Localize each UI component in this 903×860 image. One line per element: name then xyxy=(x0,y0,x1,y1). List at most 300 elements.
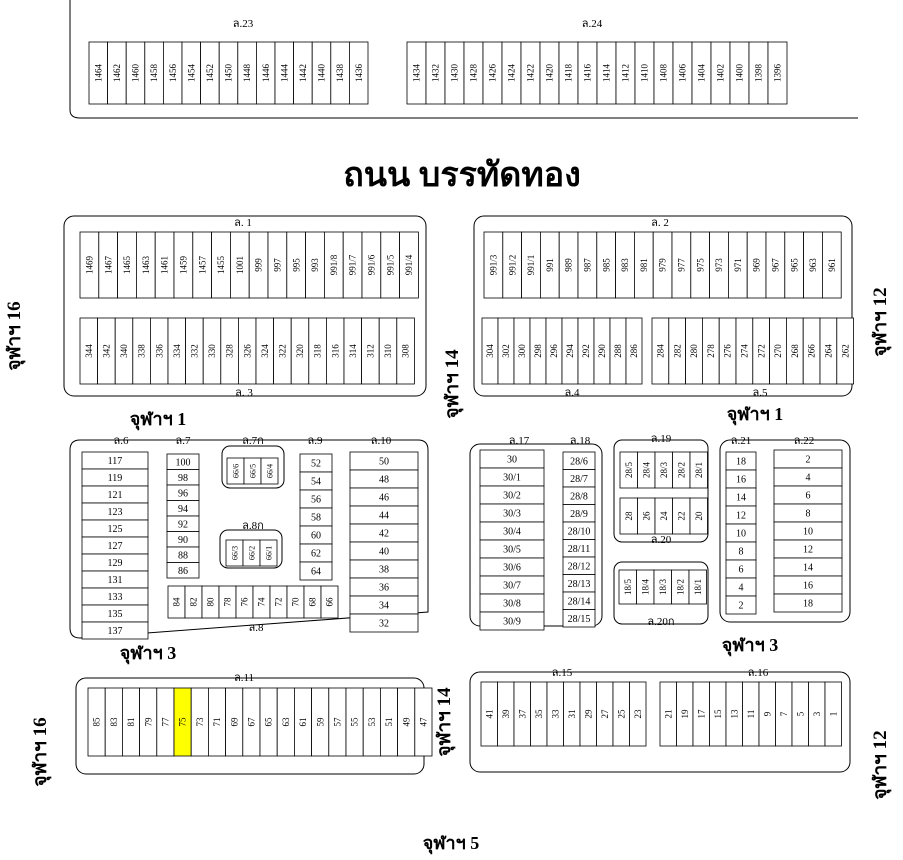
lot-l8-1[interactable] xyxy=(185,586,202,618)
lot-l9-0[interactable] xyxy=(300,454,332,472)
lot-l20k-4[interactable] xyxy=(689,570,707,604)
lot-l11-18[interactable] xyxy=(398,688,415,756)
lot-l19-0[interactable] xyxy=(620,452,638,488)
lot-b1_bottom-16[interactable] xyxy=(362,318,380,384)
lot-b1_top-4[interactable] xyxy=(155,232,174,298)
lot-b1_top-8[interactable] xyxy=(230,232,249,298)
road-j3-right-label: จุฬาฯ 3 xyxy=(721,635,779,655)
lot-number: 971 xyxy=(732,258,743,272)
lot-top_right-3[interactable] xyxy=(464,42,483,104)
lot-l11-2[interactable] xyxy=(122,688,139,756)
lot-b2_br-5[interactable] xyxy=(736,318,753,384)
lot-l17-9[interactable] xyxy=(480,612,544,630)
lot-l18-1[interactable] xyxy=(563,470,595,488)
lot-l7k-0[interactable] xyxy=(227,458,244,484)
lot-l21-7[interactable] xyxy=(726,578,756,596)
lot-l8-7[interactable] xyxy=(287,586,304,618)
lot-l6-5[interactable] xyxy=(82,537,148,554)
lot-b1_top-6[interactable] xyxy=(193,232,212,298)
lot-l11-17[interactable] xyxy=(380,688,397,756)
lot-b2_top-4[interactable] xyxy=(559,232,578,298)
lot-top_left-13[interactable] xyxy=(331,42,350,104)
lot-l20-1[interactable] xyxy=(638,498,656,534)
lot-top_left-0[interactable] xyxy=(89,42,108,104)
lot-l16-2[interactable] xyxy=(693,682,710,746)
lot-b2_br-10[interactable] xyxy=(820,318,837,384)
lot-b1_bottom-15[interactable] xyxy=(344,318,362,384)
lot-b1_bottom-11[interactable] xyxy=(274,318,292,384)
lot-l7-7[interactable] xyxy=(167,563,199,579)
lot-b1_top-15[interactable] xyxy=(362,232,381,298)
lot-number: 995 xyxy=(291,258,302,272)
lot-l18-6[interactable] xyxy=(563,557,595,575)
lot-top_right-7[interactable] xyxy=(540,42,559,104)
lot-l10-8[interactable] xyxy=(350,596,418,614)
lot-l17-7[interactable] xyxy=(480,576,544,594)
lot-l10-4[interactable] xyxy=(350,524,418,542)
lot-l6-2[interactable] xyxy=(82,486,148,503)
lot-number: 17 xyxy=(696,709,707,719)
lot-number: 294 xyxy=(565,344,576,358)
lot-l11-6[interactable] xyxy=(191,688,208,756)
lot-number: 51 xyxy=(384,717,395,727)
lot-l11-9[interactable] xyxy=(243,688,260,756)
lot-number: 340 xyxy=(119,344,130,358)
lot-l11-15[interactable] xyxy=(346,688,363,756)
lot-l8-3[interactable] xyxy=(219,586,236,618)
lot-l8k-1[interactable] xyxy=(243,540,260,566)
lot-number: 28/9 xyxy=(570,508,588,520)
lot-b2_top-14[interactable] xyxy=(747,232,766,298)
lot-l20-0[interactable] xyxy=(620,498,638,534)
lot-top_left-1[interactable] xyxy=(108,42,127,104)
lot-b1_bottom-8[interactable] xyxy=(221,318,239,384)
lot-l17-8[interactable] xyxy=(480,594,544,612)
lot-number: 37 xyxy=(517,709,528,719)
lot-b2_br-6[interactable] xyxy=(753,318,770,384)
lot-l6-9[interactable] xyxy=(82,605,148,622)
lot-l7-4[interactable] xyxy=(167,516,199,532)
lot-b2_bl-4[interactable] xyxy=(546,318,562,384)
lot-b2_top-1[interactable] xyxy=(503,232,522,298)
lot-top_right-17[interactable] xyxy=(730,42,749,104)
lot-l18-2[interactable] xyxy=(563,487,595,505)
lot-l11-14[interactable] xyxy=(329,688,346,756)
lot-l11-11[interactable] xyxy=(277,688,294,756)
lot-number: 53 xyxy=(366,717,377,727)
lot-l9-2[interactable] xyxy=(300,490,332,508)
lot-l17-3[interactable] xyxy=(480,504,544,522)
lot-number: 63 xyxy=(280,717,291,727)
lot-l15-1[interactable] xyxy=(498,682,515,746)
lot-top_right-5[interactable] xyxy=(502,42,521,104)
lot-b2_top-6[interactable] xyxy=(597,232,616,298)
lot-top_right-13[interactable] xyxy=(654,42,673,104)
lot-top_right-10[interactable] xyxy=(597,42,616,104)
lot-b1_top-3[interactable] xyxy=(136,232,155,298)
lot-top_left-14[interactable] xyxy=(349,42,368,104)
lot-b1_top-16[interactable] xyxy=(381,232,400,298)
lot-l22-3[interactable] xyxy=(774,504,842,522)
lot-l15-4[interactable] xyxy=(547,682,564,746)
lot-number: 55 xyxy=(349,717,360,727)
lot-l11-8[interactable] xyxy=(226,688,243,756)
lot-number: 28/2 xyxy=(676,461,687,479)
lot-b1_bottom-13[interactable] xyxy=(309,318,327,384)
lot-l18-5[interactable] xyxy=(563,540,595,558)
lot-b2_br-1[interactable] xyxy=(669,318,686,384)
lot-l18-8[interactable] xyxy=(563,592,595,610)
lot-top_left-2[interactable] xyxy=(126,42,145,104)
lot-top_left-9[interactable] xyxy=(256,42,275,104)
lot-l6-6[interactable] xyxy=(82,554,148,571)
lot-b1_top-7[interactable] xyxy=(212,232,231,298)
lot-b2_top-16[interactable] xyxy=(785,232,804,298)
lot-l8k-2[interactable] xyxy=(260,540,277,566)
lot-l15-6[interactable] xyxy=(580,682,597,746)
lot-l17-1[interactable] xyxy=(480,468,544,486)
lot-top_left-10[interactable] xyxy=(275,42,294,104)
lot-number: 54 xyxy=(311,476,321,488)
lot-b2_br-2[interactable] xyxy=(686,318,703,384)
lot-top_right-8[interactable] xyxy=(559,42,578,104)
lot-l16-4[interactable] xyxy=(726,682,743,746)
lot-b1_top-17[interactable] xyxy=(400,232,419,298)
lot-l8-0[interactable] xyxy=(168,586,185,618)
lot-l22-0[interactable] xyxy=(774,450,842,468)
lot-number: 963 xyxy=(808,258,819,272)
lot-l18-0[interactable] xyxy=(563,452,595,470)
lot-l21-5[interactable] xyxy=(726,542,756,560)
lot-b2_bl-1[interactable] xyxy=(498,318,514,384)
lot-b1_bottom-18[interactable] xyxy=(397,318,415,384)
lot-l9-6[interactable] xyxy=(300,562,332,580)
lot-l11-5[interactable] xyxy=(174,688,191,756)
lot-l21-6[interactable] xyxy=(726,560,756,578)
lot-l17-6[interactable] xyxy=(480,558,544,576)
lot-top_right-14[interactable] xyxy=(673,42,692,104)
lot-b2_bl-2[interactable] xyxy=(514,318,530,384)
lot-b2_top-3[interactable] xyxy=(540,232,559,298)
lot-l11-12[interactable] xyxy=(294,688,311,756)
lot-number: 1 xyxy=(828,711,839,717)
lot-l8-2[interactable] xyxy=(202,586,219,618)
lot-l7-0[interactable] xyxy=(167,454,199,470)
lot-b2_top-9[interactable] xyxy=(653,232,672,298)
lot-l16-9[interactable] xyxy=(809,682,826,746)
lot-l20k-1[interactable] xyxy=(637,570,655,604)
lot-l15-0[interactable] xyxy=(481,682,498,746)
lot-b2_top-11[interactable] xyxy=(691,232,710,298)
lot-b2_top-15[interactable] xyxy=(766,232,785,298)
lot-top_left-4[interactable] xyxy=(163,42,182,104)
lot-top_left-7[interactable] xyxy=(219,42,238,104)
lot-l8-4[interactable] xyxy=(236,586,253,618)
lot-l16-3[interactable] xyxy=(710,682,727,746)
lot-l22-7[interactable] xyxy=(774,576,842,594)
lot-top_right-0[interactable] xyxy=(407,42,426,104)
lot-l11-0[interactable] xyxy=(88,688,105,756)
lot-number: 81 xyxy=(126,717,137,727)
lot-l19-4[interactable] xyxy=(690,452,708,488)
lot-b2_br-3[interactable] xyxy=(702,318,719,384)
lot-l11-16[interactable] xyxy=(363,688,380,756)
lot-b1_bottom-2[interactable] xyxy=(115,318,133,384)
lot-l18-7[interactable] xyxy=(563,575,595,593)
lot-l16-5[interactable] xyxy=(743,682,760,746)
lot-l7-5[interactable] xyxy=(167,532,199,548)
lot-top_right-19[interactable] xyxy=(768,42,787,104)
lot-b2_bl-6[interactable] xyxy=(578,318,594,384)
lot-b2_bl-3[interactable] xyxy=(530,318,546,384)
lot-number: 64 xyxy=(311,566,321,578)
lot-b1_bottom-9[interactable] xyxy=(238,318,256,384)
lot-b1_top-12[interactable] xyxy=(306,232,325,298)
lot-number: 27 xyxy=(599,709,610,719)
lot-l9-4[interactable] xyxy=(300,526,332,544)
lot-l15-5[interactable] xyxy=(564,682,581,746)
lot-top_left-5[interactable] xyxy=(182,42,201,104)
lot-l18-9[interactable] xyxy=(563,610,595,628)
lot-b2_bl-5[interactable] xyxy=(562,318,578,384)
lot-l22-8[interactable] xyxy=(774,594,842,612)
lot-b1_top-2[interactable] xyxy=(118,232,137,298)
lot-b1_bottom-10[interactable] xyxy=(256,318,274,384)
lot-top_right-16[interactable] xyxy=(711,42,730,104)
lot-l17-5[interactable] xyxy=(480,540,544,558)
lot-b1_bottom-4[interactable] xyxy=(150,318,168,384)
lot-l21-8[interactable] xyxy=(726,596,756,614)
lot-number: 67 xyxy=(246,717,257,727)
lot-top_right-2[interactable] xyxy=(445,42,464,104)
lot-l10-5[interactable] xyxy=(350,542,418,560)
lot-b2_br-0[interactable] xyxy=(652,318,669,384)
lot-l6-1[interactable] xyxy=(82,469,148,486)
lot-l6-3[interactable] xyxy=(82,503,148,520)
lot-l16-1[interactable] xyxy=(677,682,694,746)
lot-l7k-1[interactable] xyxy=(244,458,261,484)
alley-20k-label: ล.20ก xyxy=(647,616,675,628)
lot-l21-4[interactable] xyxy=(726,524,756,542)
lot-number: 40 xyxy=(379,546,389,558)
lot-b1_bottom-1[interactable] xyxy=(98,318,116,384)
lot-l15-2[interactable] xyxy=(514,682,531,746)
lot-number: 991/1 xyxy=(526,254,537,276)
lot-b1_top-1[interactable] xyxy=(99,232,118,298)
lot-number: 2 xyxy=(738,600,744,612)
lot-b2_bl-0[interactable] xyxy=(482,318,498,384)
lot-l10-7[interactable] xyxy=(350,578,418,596)
lot-b2_top-10[interactable] xyxy=(672,232,691,298)
lot-b1_top-10[interactable] xyxy=(268,232,287,298)
lot-l8-8[interactable] xyxy=(304,586,321,618)
lot-number: 66/6 xyxy=(231,463,241,479)
lot-top_right-18[interactable] xyxy=(749,42,768,104)
lot-l22-6[interactable] xyxy=(774,558,842,576)
lot-b1_top-11[interactable] xyxy=(287,232,306,298)
lot-l20k-3[interactable] xyxy=(672,570,690,604)
lot-l19-1[interactable] xyxy=(638,452,656,488)
lot-b1_bottom-14[interactable] xyxy=(326,318,344,384)
lot-l11-19[interactable] xyxy=(415,688,432,756)
lot-l8-5[interactable] xyxy=(253,586,270,618)
lot-number: 71 xyxy=(212,717,223,727)
lot-b2_top-13[interactable] xyxy=(728,232,747,298)
lot-top_left-11[interactable] xyxy=(294,42,313,104)
lot-l11-7[interactable] xyxy=(208,688,225,756)
lot-top_left-8[interactable] xyxy=(238,42,257,104)
lot-l6-8[interactable] xyxy=(82,588,148,605)
lot-l11-4[interactable] xyxy=(157,688,174,756)
lot-b2_br-7[interactable] xyxy=(770,318,787,384)
lot-l16-10[interactable] xyxy=(825,682,842,746)
lot-top_right-4[interactable] xyxy=(483,42,502,104)
lot-l16-0[interactable] xyxy=(660,682,677,746)
lot-l17-2[interactable] xyxy=(480,486,544,504)
lot-l9-3[interactable] xyxy=(300,508,332,526)
lot-b1_bottom-6[interactable] xyxy=(186,318,204,384)
lot-b1_top-0[interactable] xyxy=(80,232,99,298)
lot-l20-2[interactable] xyxy=(655,498,673,534)
lot-top_right-9[interactable] xyxy=(578,42,597,104)
lot-top_left-6[interactable] xyxy=(201,42,220,104)
lot-number: 18/2 xyxy=(675,578,686,596)
lot-l11-3[interactable] xyxy=(140,688,157,756)
lot-b1_bottom-5[interactable] xyxy=(168,318,186,384)
lot-b2_top-7[interactable] xyxy=(616,232,635,298)
lot-number: 86 xyxy=(178,565,188,577)
lot-b2_top-2[interactable] xyxy=(522,232,541,298)
lot-b1_top-5[interactable] xyxy=(174,232,193,298)
lot-l22-5[interactable] xyxy=(774,540,842,558)
lot-b2_top-0[interactable] xyxy=(484,232,503,298)
lot-top_right-1[interactable] xyxy=(426,42,445,104)
lot-b2_br-9[interactable] xyxy=(803,318,820,384)
lot-l7-3[interactable] xyxy=(167,501,199,517)
lot-l20-4[interactable] xyxy=(690,498,708,534)
lot-b2_bl-7[interactable] xyxy=(594,318,610,384)
lot-l7-6[interactable] xyxy=(167,547,199,563)
lot-b2_bl-8[interactable] xyxy=(610,318,626,384)
lot-l15-7[interactable] xyxy=(597,682,614,746)
lot-l15-8[interactable] xyxy=(613,682,630,746)
lot-top_left-3[interactable] xyxy=(145,42,164,104)
lot-b2_bl-9[interactable] xyxy=(626,318,642,384)
lot-top_right-15[interactable] xyxy=(692,42,711,104)
lot-l19-2[interactable] xyxy=(655,452,673,488)
lot-b1_bottom-0[interactable] xyxy=(80,318,98,384)
lot-l8k-0[interactable] xyxy=(226,540,243,566)
lot-l11-1[interactable] xyxy=(105,688,122,756)
lot-number: 84 xyxy=(171,597,182,607)
lot-l10-2[interactable] xyxy=(350,488,418,506)
lot-number: 18 xyxy=(736,456,746,468)
lot-l9-1[interactable] xyxy=(300,472,332,490)
lot-l16-8[interactable] xyxy=(792,682,809,746)
lot-l7-2[interactable] xyxy=(167,485,199,501)
lot-number: 991/5 xyxy=(385,254,396,276)
lot-l15-9[interactable] xyxy=(630,682,647,746)
lot-b2_br-11[interactable] xyxy=(837,318,854,384)
lot-b2_top-8[interactable] xyxy=(634,232,653,298)
lot-l21-3[interactable] xyxy=(726,506,756,524)
lot-l6-4[interactable] xyxy=(82,520,148,537)
lot-b1_top-14[interactable] xyxy=(343,232,362,298)
lot-l21-1[interactable] xyxy=(726,470,756,488)
lot-l16-7[interactable] xyxy=(776,682,793,746)
lot-number: 129 xyxy=(107,558,123,569)
lot-l6-0[interactable] xyxy=(82,452,148,469)
lot-l15-3[interactable] xyxy=(531,682,548,746)
lot-l22-4[interactable] xyxy=(774,522,842,540)
lot-b1_bottom-12[interactable] xyxy=(291,318,309,384)
lot-b1_bottom-3[interactable] xyxy=(133,318,151,384)
lot-top_right-6[interactable] xyxy=(521,42,540,104)
lot-top_left-12[interactable] xyxy=(312,42,331,104)
lot-number: 48 xyxy=(379,474,389,486)
lot-l16-6[interactable] xyxy=(759,682,776,746)
lot-b2_top-12[interactable] xyxy=(710,232,729,298)
lot-l8-6[interactable] xyxy=(270,586,287,618)
lot-l22-1[interactable] xyxy=(774,468,842,486)
lot-l21-0[interactable] xyxy=(726,452,756,470)
lot-l21-2[interactable] xyxy=(726,488,756,506)
lot-l6-7[interactable] xyxy=(82,571,148,588)
lot-b2_br-8[interactable] xyxy=(786,318,803,384)
lot-b2_br-4[interactable] xyxy=(719,318,736,384)
lot-b2_top-18[interactable] xyxy=(822,232,841,298)
lot-l20k-0[interactable] xyxy=(619,570,637,604)
lot-l22-2[interactable] xyxy=(774,486,842,504)
lot-l10-1[interactable] xyxy=(350,470,418,488)
lot-l19-3[interactable] xyxy=(673,452,691,488)
lot-l7k-2[interactable] xyxy=(261,458,278,484)
alley-21-label: ล.21 xyxy=(730,435,752,447)
lot-l17-4[interactable] xyxy=(480,522,544,540)
lot-number: 1428 xyxy=(468,64,479,82)
lot-l10-3[interactable] xyxy=(350,506,418,524)
lot-number: 1426 xyxy=(487,64,498,82)
lot-number: 31 xyxy=(566,709,577,719)
lot-l18-3[interactable] xyxy=(563,505,595,523)
lot-number: 66/3 xyxy=(230,545,240,561)
lot-b1_bottom-17[interactable] xyxy=(379,318,397,384)
lot-l18-4[interactable] xyxy=(563,522,595,540)
lot-l6-10[interactable] xyxy=(82,622,148,639)
lot-b2_top-17[interactable] xyxy=(804,232,823,298)
lot-l8-9[interactable] xyxy=(321,586,338,618)
lot-number: 1414 xyxy=(601,64,612,82)
lot-l17-0[interactable] xyxy=(480,450,544,468)
lot-l11-10[interactable] xyxy=(260,688,277,756)
lot-l20-3[interactable] xyxy=(673,498,691,534)
lot-l7-1[interactable] xyxy=(167,470,199,486)
lot-l9-5[interactable] xyxy=(300,544,332,562)
lot-b1_bottom-7[interactable] xyxy=(203,318,221,384)
lot-number: 987 xyxy=(582,258,593,272)
lot-top_right-11[interactable] xyxy=(616,42,635,104)
lot-b2_top-5[interactable] xyxy=(578,232,597,298)
lot-l10-6[interactable] xyxy=(350,560,418,578)
lot-top_right-12[interactable] xyxy=(635,42,654,104)
lot-l11-13[interactable] xyxy=(312,688,329,756)
lot-b1_top-13[interactable] xyxy=(324,232,343,298)
lot-number: 1457 xyxy=(197,256,208,274)
lot-l20k-2[interactable] xyxy=(654,570,672,604)
lot-l10-9[interactable] xyxy=(350,614,418,632)
lot-l10-0[interactable] xyxy=(350,452,418,470)
lot-b1_top-9[interactable] xyxy=(249,232,268,298)
